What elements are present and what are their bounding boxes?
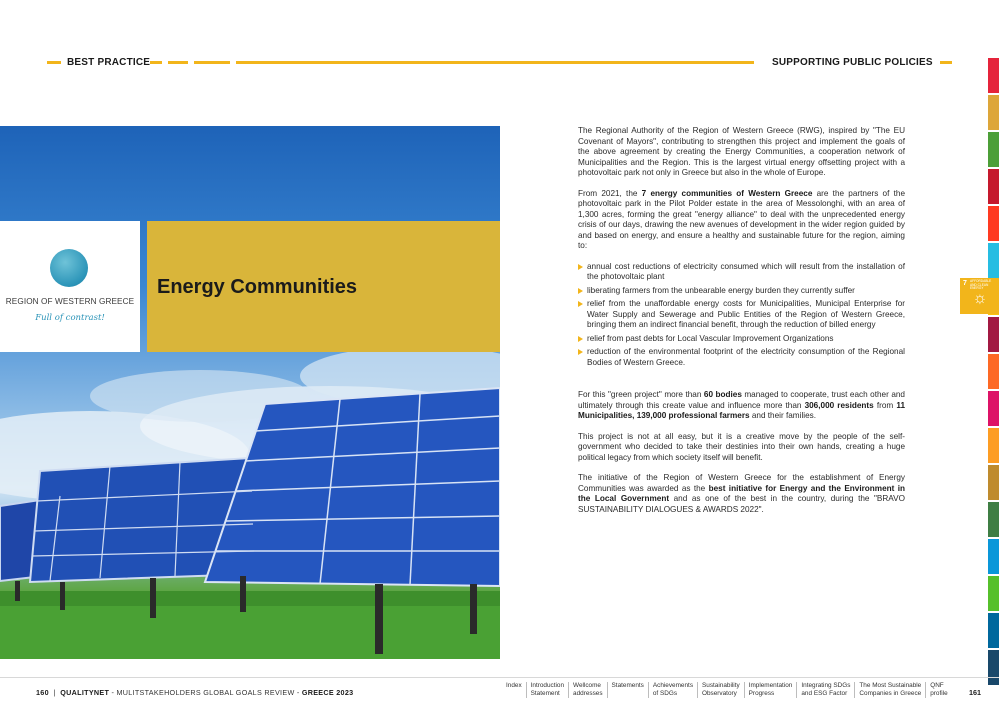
- sdg-tab-6[interactable]: [988, 243, 999, 278]
- footer-nav-sublabel: addresses: [573, 690, 603, 697]
- footer-nav-label: Achievements: [652, 682, 694, 689]
- footer-nav-label: Index: [506, 682, 522, 689]
- sdg-tab-3[interactable]: [988, 132, 999, 167]
- bullet-arrow-icon: [578, 264, 583, 270]
- sdg-tab-13[interactable]: [988, 502, 999, 537]
- paragraph-legacy: This project is not at all easy, but it is a creative move by the people of the self-government who decided to take their destinies into their own hands, creating a huge political legacy from which society itself will benefit.: [578, 431, 905, 462]
- region-logo: [0, 221, 140, 352]
- footer-nav-label: Integrating SDGs: [801, 682, 851, 689]
- sdg-tab-15[interactable]: [988, 576, 999, 611]
- footer-nav-item[interactable]: [607, 682, 648, 698]
- footer-publication: 160 | QUALITYNET - MULITSTAKEHOLDERS GLOBAL GOALS REVIEW - GREECE 2023: [36, 688, 354, 697]
- paragraph-intro: The Regional Authority of the Region of Western Greece (RWG), inspired by "The EU Covenant of Mayors", contributing to strengthen this project and implement the goals of the above agreement by creating the Energy Communities, a cooperation network of Municipalities and the Region. This is the largest virtual energy offsetting project with a photovoltaic park not only in Greece but also in the whole of Europe.: [578, 126, 905, 177]
- footer-nav-item[interactable]: [744, 682, 797, 698]
- header-rule: [236, 61, 754, 64]
- footer-nav-item[interactable]: [502, 682, 526, 698]
- footer-divider: [0, 677, 999, 678]
- sdg-side-tabs: [988, 58, 999, 687]
- list-item: reduction of the environmental footprint of the electricity consumption of the Regional Bodies of Western Greece.: [578, 347, 905, 368]
- sdg-tab-10[interactable]: [988, 391, 999, 426]
- bullet-arrow-icon: [578, 288, 583, 294]
- bullet-arrow-icon: [578, 349, 583, 355]
- sdg-tab-17[interactable]: [988, 650, 999, 685]
- footer-nav-sublabel: and ESG Factor: [801, 690, 848, 697]
- region-emblem-icon: [50, 249, 88, 287]
- footer-nav-label: QNF: [930, 682, 944, 689]
- bullet-arrow-icon: [578, 301, 583, 307]
- footer-nav-sublabel: Companies in Greece: [859, 690, 922, 697]
- footer-nav-item[interactable]: [854, 682, 925, 698]
- page-number-right: 161: [969, 688, 981, 697]
- footer-nav-item[interactable]: [526, 682, 568, 698]
- page-title: Energy Communities: [157, 276, 358, 298]
- sdg-tab-2[interactable]: [988, 95, 999, 130]
- logo-org-name: REGION OF WESTERN GREECE: [5, 297, 135, 306]
- article-body: [578, 126, 905, 525]
- sdg-tab-8[interactable]: [988, 317, 999, 352]
- solar-panels-illustration: [0, 126, 500, 659]
- footer-nav-sublabel: of SDGs: [652, 690, 678, 697]
- footer-nav-item[interactable]: [568, 682, 607, 698]
- list-item: relief from the unaffordable energy costs for Municipalities, Municipal Enterprise for Water Supply and Sewerage and Public Entities of the Region of Western Greece, bringing them an indirect financial benefit, through the reduction of billed energy: [578, 299, 905, 331]
- title-banner: [147, 221, 500, 352]
- sun-icon: ☼: [972, 290, 988, 307]
- sdg-tab-16[interactable]: [988, 613, 999, 648]
- footer-nav-label: Sustainability: [702, 682, 740, 689]
- footer-nav-sublabel: Progress: [748, 690, 775, 697]
- list-item: liberating farmers from the unbearable energy burden they currently suffer: [578, 286, 905, 297]
- paragraph-cooperation: For this "green project" more than 60 bodies managed to cooperate, trust each other and ultimately through this create value and influence more than 306,000 residents from 11 Municipalities, 139,000 professional farmers and their families.: [578, 390, 905, 420]
- aims-list: [578, 262, 905, 369]
- footer-nav-item[interactable]: [648, 682, 697, 698]
- list-item: relief from past debts for Local Vascular Improvement Organizations: [578, 334, 905, 345]
- footer-nav-label: Statements: [611, 682, 644, 689]
- sdg-tab-9[interactable]: [988, 354, 999, 389]
- header-dash: [940, 61, 952, 64]
- footer-nav-label: Wellcome: [573, 682, 601, 689]
- footer-nav-sublabel: profile: [930, 690, 948, 697]
- sdg-7-badge[interactable]: [960, 278, 999, 314]
- list-item: annual cost reductions of electricity consumed which will result from the installation of the photovoltaic plant: [578, 262, 905, 283]
- logo-tagline: Full of contrast!: [35, 313, 105, 323]
- header-dash: [194, 61, 230, 64]
- sdg-tab-11[interactable]: [988, 428, 999, 463]
- footer-nav-item[interactable]: [925, 682, 951, 698]
- footer-nav-label: Implementation: [748, 682, 793, 689]
- section-label-left: BEST PRACTICE: [67, 57, 151, 68]
- sdg-label: AFFORDABLE AND CLEAN ENERGY: [970, 279, 992, 291]
- header-dash: [150, 61, 162, 64]
- footer-nav-item[interactable]: [796, 682, 854, 698]
- header-dash: [168, 61, 188, 64]
- footer-nav: [502, 682, 952, 698]
- footer-nav-label: Introduction: [530, 682, 565, 689]
- header-dash: [47, 61, 61, 64]
- paragraph-partners: From 2021, the 7 energy communities of Western Greece are the partners of the photovoltaic park in the Pilot Polder estate in the area of Messolonghi, with an area of 1,300 acres, forming the great "energy alliance" to deal with the unprecedented energy crisis of our days, drawing the new avenues of development in the wider region guided by and based on energy, and ensure a healthy and sustainable future for the region, aiming to:: [578, 188, 906, 250]
- footer-nav-sublabel: Observatory: [702, 690, 737, 697]
- footer-nav-label: The Most Sustainable: [859, 682, 922, 689]
- sdg-tab-1[interactable]: [988, 58, 999, 93]
- sdg-tab-14[interactable]: [988, 539, 999, 574]
- sdg-tab-5[interactable]: [988, 206, 999, 241]
- section-label-right: SUPPORTING PUBLIC POLICIES: [772, 57, 933, 68]
- footer-nav-sublabel: Statement: [530, 690, 560, 697]
- solar-panels-photo: [0, 126, 500, 659]
- sdg-number: 7: [963, 280, 967, 287]
- paragraph-award: The initiative of the Region of Western Greece for the establishment of Energy Communities was awarded as the best initiative for Energy and the Environment in the Local Government and as one of the best in the country, during the "BRAVO SUSTAINABILITY DIALOGUES & AWARDS 2022".: [578, 473, 906, 514]
- sdg-tab-12[interactable]: [988, 465, 999, 500]
- bullet-arrow-icon: [578, 336, 583, 342]
- footer-nav-item[interactable]: [697, 682, 744, 698]
- sdg-tab-4[interactable]: [988, 169, 999, 204]
